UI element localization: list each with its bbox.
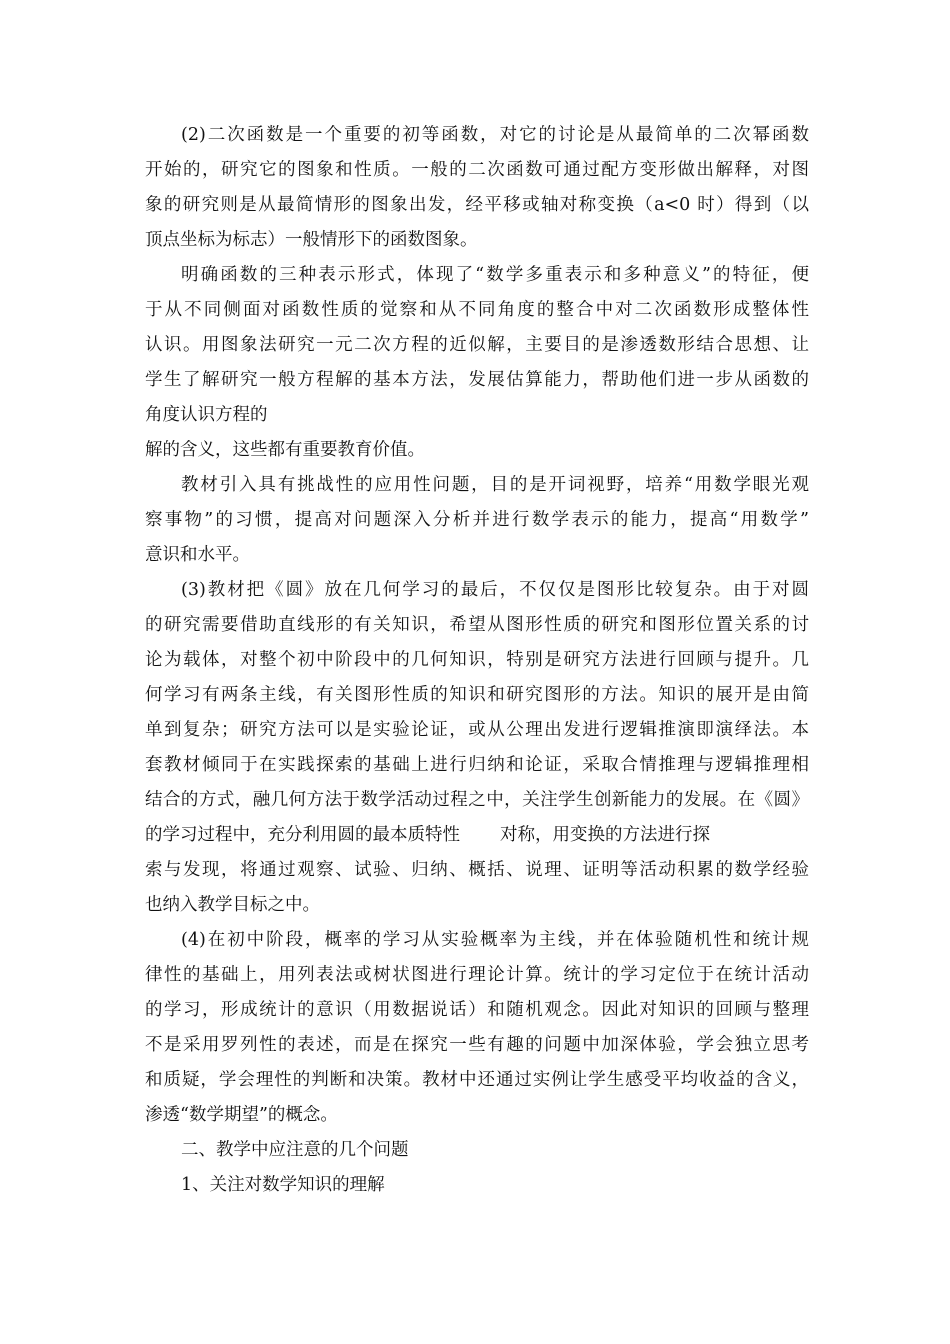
text-line: 的学习，形成统计的意识（用数据说话）和随机观念。因此对知识的回顾与整理 [145,1000,809,1020]
text-line: 何学习有两条主线，有关图形性质的知识和研究图形的方法。知识的展开是由简 [145,685,809,705]
text-line: (2)二次函数是一个重要的初等函数，对它的讨论是从最简单的二次幂函数 [181,125,809,145]
subsection-heading: 1、关注对数学知识的理解 [181,1175,385,1195]
text-segment: 对称，用变换的方法进行探 [500,825,710,845]
text-line: 角度认识方程的 [145,405,268,425]
text-line: 套教材倾同于在实践探索的基础上进行归纳和论证，采取合情推理与逻辑推理相 [145,755,809,775]
text-line-split [145,818,809,853]
text-line: 象的研究则是从最简情形的图象出发，经平移或轴对称变换（a<0 时）得到（以 [145,195,809,215]
section-heading: 二、教学中应注意的几个问题 [181,1140,409,1160]
text-line: 结合的方式，融几何方法于数学活动过程之中，关注学生创新能力的发展。在《圆》 [145,790,809,810]
text-line: 也纳入教学目标之中。 [145,895,320,915]
text-line: 的研究需要借助直线形的有关知识，希望从图形性质的研究和图形位置关系的讨 [145,615,809,635]
text-line: 明确函数的三种表示形式，体现了“数学多重表示和多种意义”的特征，便 [181,265,809,285]
text-line: (3)教材把《圆》放在几何学习的最后，不仅仅是图形比较复杂。由于对圆 [181,580,809,600]
text-line: 解的含义，这些都有重要教育价值。 [145,440,425,460]
text-line: 意识和水平。 [145,545,250,565]
text-line: (4)在初中阶段，概率的学习从实验概率为主线，并在体验随机性和统计规 [181,930,809,950]
text-line: 渗透“数学期望”的概念。 [145,1105,338,1125]
text-line: 不是采用罗列性的表述，而是在探究一些有趣的问题中加深体验，学会独立思考 [145,1035,809,1055]
text-line: 教材引入具有挑战性的应用性问题，目的是开词视野，培养“用数学眼光观 [181,475,809,495]
text-line: 开始的，研究它的图象和性质。一般的二次函数可通过配方变形做出解释，对图 [145,160,809,180]
text-line: 学生了解研究一般方程解的基本方法，发展估算能力，帮助他们进一步从函数的 [145,370,809,390]
text-line: 认识。用图象法研究一元二次方程的近似解，主要目的是渗透数形结合思想、让 [145,335,809,355]
text-line: 于从不同侧面对函数性质的觉察和从不同角度的整合中对二次函数形成整体性 [145,300,809,320]
text-line: 顶点坐标为标志）一般情形下的函数图象。 [145,230,478,250]
text-segment: 的学习过程中，充分利用圆的最本质特性 [145,825,460,845]
text-line: 索与发现，将通过观察、试验、归纳、概括、说理、证明等活动积累的数学经验 [145,860,809,880]
text-line: 察事物”的习惯，提高对问题深入分析并进行数学表示的能力，提高“用数学” [145,510,809,530]
text-line: 论为载体，对整个初中阶段中的几何知识，特别是研究方法进行回顾与提升。几 [145,650,809,670]
text-line: 和质疑，学会理性的判断和决策。教材中还通过实例让学生感受平均收益的含义， [145,1070,809,1090]
text-line: 单到复杂；研究方法可以是实验论证，或从公理出发进行逻辑推演即演绎法。本 [145,720,809,740]
document-body [145,118,809,1203]
text-line: 律性的基础上，用列表法或树状图进行理论计算。统计的学习定位于在统计活动 [145,965,809,985]
